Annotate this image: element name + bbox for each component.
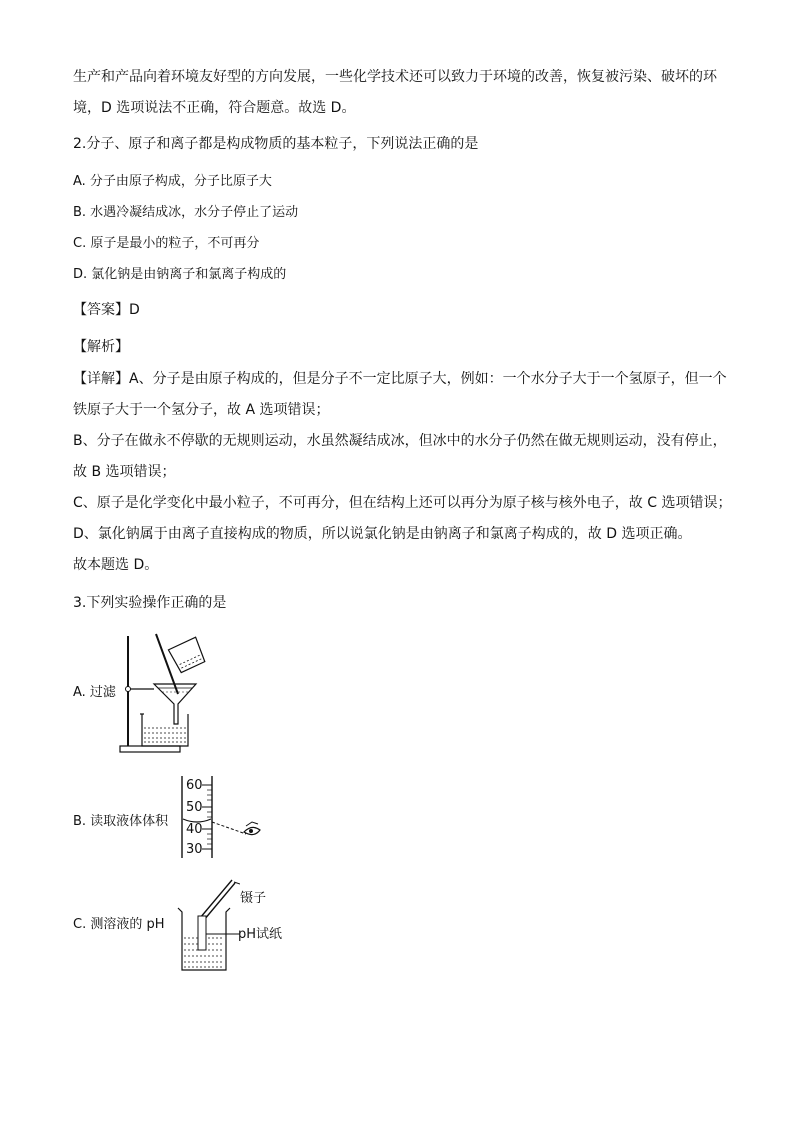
tick-label-50: 50 (186, 800, 203, 815)
intro-line-2: 境，D 选项说法不正确，符合题意。故选 D。 (73, 100, 356, 116)
q2-analysis-line-2: 铁原子大于一个氢分子，故 A 选项错误； (73, 402, 330, 418)
q2-analysis-line-3: B、分子在做永不停歇的无规则运动，水虽然凝结成冰，但冰中的水分子仍然在做无规则运动，没有停止， (73, 433, 727, 449)
q3-stem: 3.下列实验操作正确的是 (73, 595, 227, 611)
q3-option-c-label: C. 测溶液的 pH (73, 917, 165, 932)
q3-option-b-label: B. 读取液体体积 (73, 814, 169, 829)
q2-option-d: D. 氯化钠是由钠离子和氯离子构成的 (73, 267, 287, 282)
q2-option-a: A. 分子由原子构成，分子比原子大 (73, 174, 272, 189)
q2-option-b: B. 水遇冷凝结成冰，水分子停止了运动 (73, 205, 299, 220)
ph-paper-label: pH试纸 (238, 927, 283, 942)
intro-line-1: 生产和产品向着环境友好型的方向发展，一些化学技术还可以致力于环境的改善，恢复被污染、破坏的环 (73, 69, 717, 85)
q3-option-a-label: A. 过滤 (73, 685, 116, 700)
tweezers-label: 镊子 (240, 891, 267, 906)
q2-analysis-line-1: 【详解】A、分子是由原子构成的，但是分子不一定比原子大，例如：一个水分子大于一个氢原子，但一个 (73, 371, 727, 387)
q2-answer: 【答案】D (73, 302, 140, 318)
q2-analysis-line-6: D、氯化钠属于由离子直接构成的物质，所以说氯化钠是由钠离子和氯离子构成的，故 D 选项正确。 (73, 526, 692, 542)
q2-analysis-line-7: 故本题选 D。 (73, 557, 159, 573)
ph-test-figure (170, 878, 240, 974)
tick-label-40: 40 (186, 822, 203, 837)
q2-option-c: C. 原子是最小的粒子，不可再分 (73, 236, 260, 251)
q2-analysis-line-5: C、原子是化学变化中最小粒子，不可再分，但在结构上还可以再分为原子核与核外电子，故 C 选项错误； (73, 495, 732, 511)
tick-label-60: 60 (186, 778, 203, 793)
q2-analysis-line-4: 故 B 选项错误； (73, 464, 176, 480)
filtration-apparatus-figure (118, 632, 213, 757)
graduated-cylinder-figure (178, 774, 268, 860)
eye-icon (244, 822, 260, 835)
q2-stem: 2.分子、原子和离子都是构成物质的基本粒子，下列说法正确的是 (73, 136, 479, 152)
q2-analysis-heading: 【解析】 (73, 339, 129, 355)
tick-label-30: 30 (186, 842, 203, 857)
